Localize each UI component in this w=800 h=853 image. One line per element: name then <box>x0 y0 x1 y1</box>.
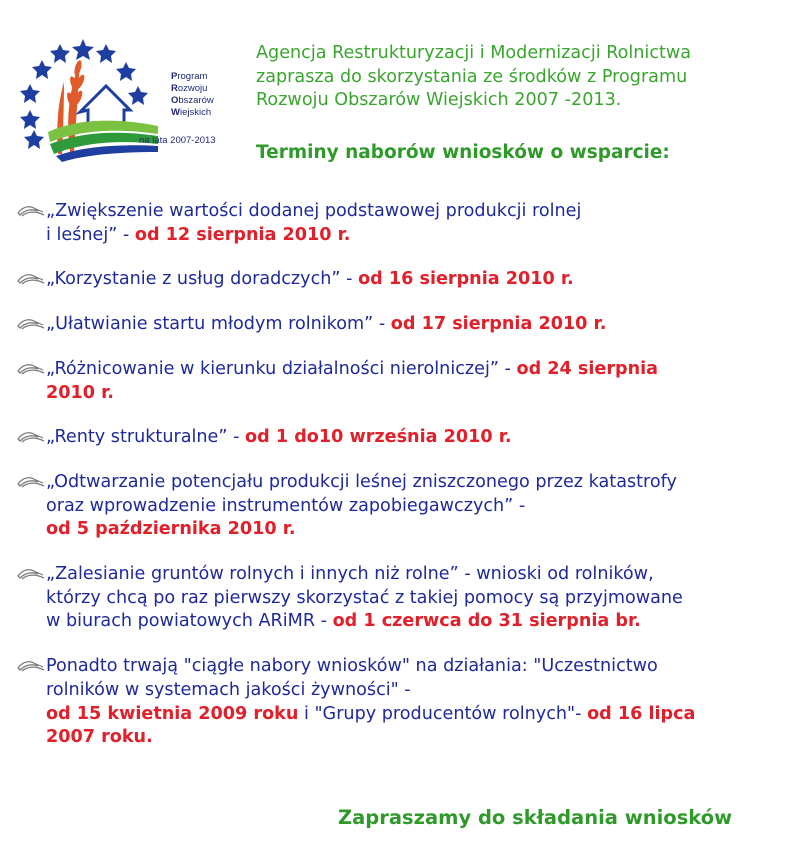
term-item-line <box>46 268 796 292</box>
term-date: od 16 sierpnia 2010 r. <box>358 269 574 290</box>
prow-logo <box>8 22 240 162</box>
leaf-bullet-icon <box>16 474 46 490</box>
term-item <box>16 268 796 292</box>
term-text: „Różnicowanie w kierunku działalności nierolniczej” - <box>46 358 517 379</box>
term-text: którzy chcą po raz pierwszy skorzystać z takiej pomocy są przyjmowane <box>46 587 683 608</box>
logo-line-2: ozwoju <box>177 83 208 94</box>
leaf-bullet-icon <box>16 429 46 445</box>
term-item-line <box>46 313 796 337</box>
term-item <box>16 200 796 247</box>
term-item-line <box>46 587 796 611</box>
logo-program-name <box>171 71 214 119</box>
term-item-line <box>46 655 796 679</box>
term-text: „Renty strukturalne” - <box>46 427 246 448</box>
term-text: „Ułatwianie startu młodym rolnikom” - <box>46 314 391 335</box>
term-item-line <box>46 495 796 519</box>
term-date: 2007 roku. <box>46 727 153 748</box>
logo-line-3: bszarów <box>178 95 214 106</box>
term-item <box>16 655 796 750</box>
logo-years: na lata 2007-2013 <box>139 135 216 146</box>
logo-initial-r: R <box>171 83 178 94</box>
intro-line-2: zaprasza do skorzystania ze środków z Programu <box>256 66 688 87</box>
leaf-bullet-icon <box>16 566 46 582</box>
term-text: rolników w systemach jakości żywności" - <box>46 679 411 700</box>
term-date: od 16 lipca <box>587 703 696 724</box>
term-date: od 1 czerwca do 31 sierpnia br. <box>332 611 641 632</box>
term-item <box>16 471 796 542</box>
term-item-line <box>46 200 796 224</box>
logo-initial-w: W <box>171 107 180 118</box>
leaf-bullet-icon <box>16 271 46 287</box>
term-item-line <box>46 471 796 495</box>
terms-title: Terminy naborów wniosków o wsparcie: <box>256 142 670 163</box>
term-item-line <box>46 224 796 248</box>
term-text: „Zalesianie gruntów rolnych i innych niż rolne” - wnioski od rolników, <box>46 564 654 585</box>
logo-line-1: rogram <box>177 71 208 82</box>
term-item-line <box>46 703 796 727</box>
term-text: „Odtwarzanie potencjału produkcji leśnej zniszczonego przez katastrofy <box>46 471 677 492</box>
intro-line-1: Agencja Restrukturyzacji i Modernizacji Rolnictwa <box>256 43 692 63</box>
leaf-bullet-icon <box>16 658 46 674</box>
term-item-line <box>46 563 796 587</box>
term-item-line <box>46 358 796 382</box>
leaf-bullet-icon <box>16 316 46 332</box>
term-item <box>16 426 796 450</box>
term-text: „Korzystanie z usług doradczych” - <box>46 269 359 290</box>
term-date: od 5 października 2010 r. <box>46 519 296 540</box>
term-item-line <box>46 518 796 542</box>
leaf-bullet-icon <box>16 203 46 219</box>
term-date: od 1 do10 września 2010 r. <box>245 427 512 448</box>
term-item-line <box>46 726 796 750</box>
term-text: „Zwiększenie wartości dodanej podstawowej produkcji rolnej <box>46 201 582 221</box>
leaf-bullet-icon <box>16 361 46 377</box>
logo-initial-p: P <box>171 71 178 82</box>
closing-text: Zapraszamy do składania wniosków <box>338 806 733 829</box>
logo-initial-o: O <box>171 95 179 106</box>
term-item-line <box>46 382 796 406</box>
term-item-line <box>46 426 796 450</box>
term-text: i "Grupy producentów rolnych"- <box>298 703 588 724</box>
term-text: Ponadto trwają "ciągłe nabory wniosków" na działania: "Uczestnictwo <box>46 656 658 677</box>
terms-list <box>16 200 796 771</box>
intro-line-3: Rozwoju Obszarów Wiejskich 2007 -2013. <box>256 90 622 110</box>
intro-text <box>256 42 796 113</box>
term-date: od 17 sierpnia 2010 r. <box>390 314 607 335</box>
term-date: od 12 sierpnia 2010 r. <box>134 224 351 245</box>
term-date: 2010 r. <box>46 382 114 403</box>
term-text: i leśnej” - <box>46 224 135 245</box>
term-text: oraz wprowadzenie instrumentów zapobiegawczych” - <box>46 495 526 516</box>
term-item <box>16 358 796 405</box>
term-item-line <box>46 610 796 634</box>
term-item <box>16 313 796 337</box>
term-text: w biurach powiatowych ARiMR - <box>46 611 333 632</box>
term-item <box>16 563 796 634</box>
term-date: od 24 sierpnia <box>516 358 659 379</box>
term-item-line <box>46 679 796 703</box>
term-date: od 15 kwietnia 2009 roku <box>46 703 299 724</box>
logo-line-4: iejskich <box>179 107 212 118</box>
